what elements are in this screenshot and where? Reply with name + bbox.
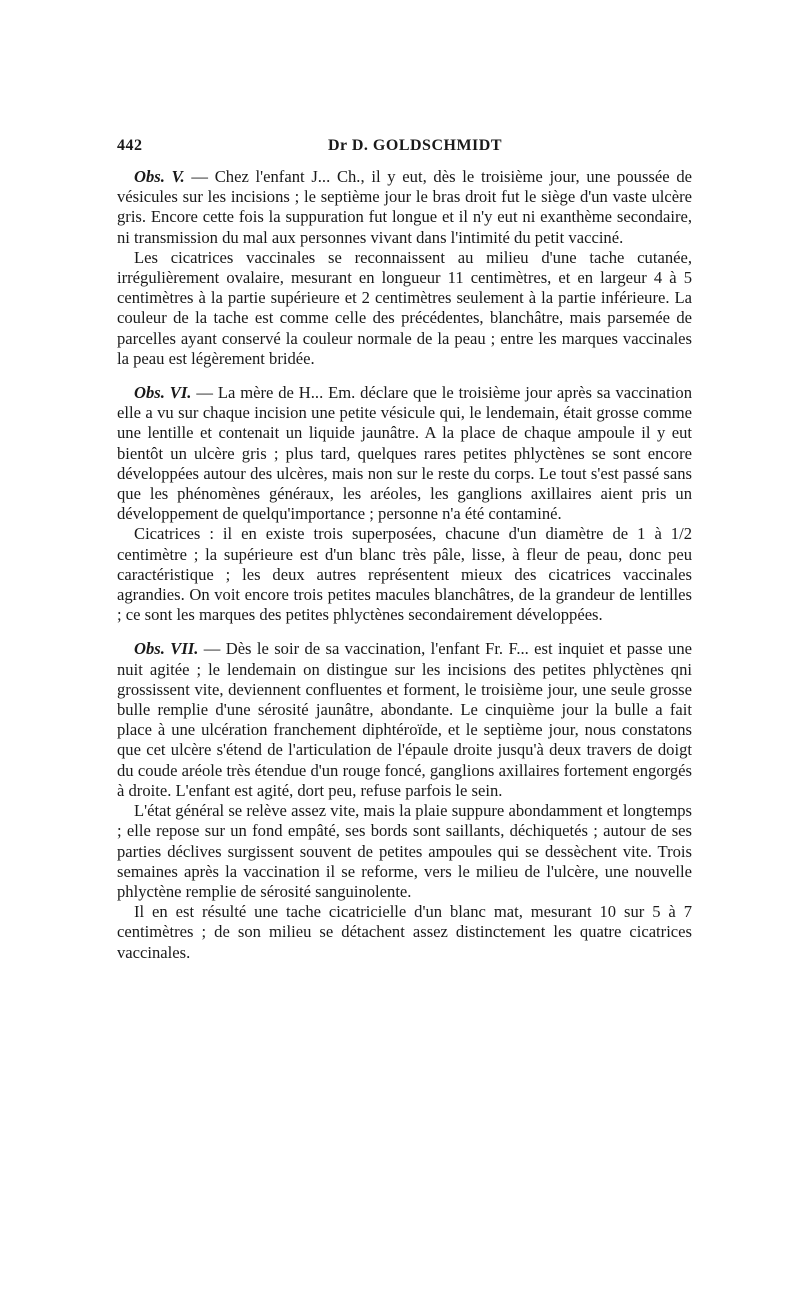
page-number: 442: [117, 137, 143, 154]
obs-label: Obs. VI.: [134, 383, 192, 403]
paragraph-text: Les cicatrices vaccinales se reconnaissent au milieu d'une tache cutanée, irrégulièrement ovalaire, mesurant en longueur 11 centimètres, et en largeur 4 à 5 centimètres à la partie supérieure et 2 centimètres seulement à la partie inférieure. La couleur de la tache est comme celle des précédentes, blanchâtre, mais parsemée de parcelles ayant conservé la couleur normale de la peau ; entre les marques vaccinales la peau est légèrement bridée.: [117, 247, 692, 368]
obs-label: Obs. V.: [134, 167, 185, 186]
paragraph: [117, 801, 692, 902]
paragraph-text: — Dès le soir de sa vaccination, l'enfant Fr. F... est inquiet et passe une nuit agitée ; le lendemain on distingue sur les incisions des petites phlyctènes qni grossissent vite, deviennent confluentes et forment, le troisième jour, une seule grosse bulle remplie d'une sérosité jaunâtre, abondante. Le cinquième jour la bulle a fait place à une ulcération franchement diphtéroïde, et le septième jour, nous constatons que cet ulcère s'étend de l'articulation de l'épaule droite jusqu'à deux travers de doigt du coude aréole très étendue d'un rouge foncé, ganglions axillaires fortement engorgés à droite. L'enfant est agité, dort peu, refuse parfois le sein.: [117, 639, 692, 800]
paragraph-obs-v: [117, 167, 692, 248]
paragraph-obs-vi: [117, 383, 692, 524]
paragraph: [117, 902, 692, 963]
paragraph: [117, 248, 692, 369]
paragraph-text: Il en est résulté une tache cicatricielle d'un blanc mat, mesurant 10 sur 5 à 7 centimètres ; de son milieu se détachent assez distinctement les quatre cicatrices vaccinales.: [117, 902, 692, 962]
paragraph-text: — Chez l'enfant J... Ch., il y eut, dès le troisième jour, une poussée de vésicules sur les incisions ; le septième jour le bras droit fut le siège d'un vaste ulcère gris. Encore cette fois la suppuration fut longue et il n'y eut ni exanthème secondaire, ni transmission du mal aux personnes vivant dans l'intimité du petit vacciné.: [117, 167, 692, 247]
paragraph-obs-vii: [117, 639, 692, 801]
obs-label: Obs. VII.: [134, 639, 199, 659]
paragraph-text: Cicatrices : il en existe trois superposées, chacune d'un diamètre de 1 à 1/2 centimètre ; la supérieure est d'un blanc très pâle, lisse, à fleur de peau, donc peu caractéristique ; les deux autres représentent mieux des cicatrices vaccinales agrandies. On voit encore trois petites macules blanchâtres, de la grandeur de lentilles ; ce sont les marques des petites phlyctènes secondairement développées.: [117, 524, 692, 625]
body-text: [117, 167, 692, 963]
paragraph-text: L'état général se relève assez vite, mais la plaie suppure abondamment et longtemps ; elle repose sur un fond empâté, ses bords sont saillants, déchiquetés ; autour de ses parties déclives surgissent souvent de petites ampoules qui se dessèchent vite. Trois semaines après la vaccination il se reforme, vers le milieu de l'ulcère, une nouvelle phlyctène remplie de sérosité sanguinolente.: [117, 801, 692, 901]
paragraph-text: — La mère de H... Em. déclare que le troisième jour après sa vaccination elle a vu sur chaque incision une petite vésicule qui, le lendemain, était grosse comme une lentille et contenait un liquide jaunâtre. A la place de chaque ampoule il y eut bientôt un ulcère gris ; plus tard, quelques rares petites phlyctènes se sont encore développées autour des ulcères, mais non sur le reste du corps. Le tout s'est passé sans que les phénomènes généraux, les aréoles, les ganglions axillaires aient pris un développement de quelqu'importance ; personne n'a été contaminé.: [117, 383, 692, 524]
paragraph: [117, 524, 692, 625]
running-header: Dr D. GOLDSCHMIDT: [328, 137, 502, 154]
